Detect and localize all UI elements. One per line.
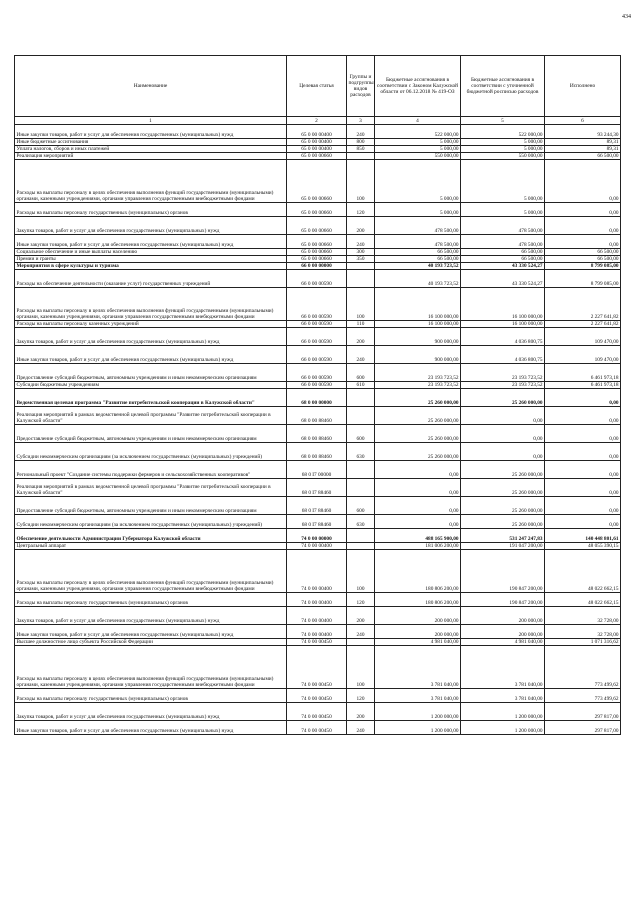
- row-refined-amount: 25 260 000,00: [461, 497, 545, 515]
- column-number-row: [15, 117, 621, 125]
- row-refined-amount: 190 847 200,00: [461, 550, 545, 593]
- table-row: [15, 625, 621, 639]
- row-target-code: 66 0 00 00590: [287, 321, 347, 328]
- row-name: Расходы на выплаты персоналу в целях обеспечения выполнения функций государственными (муниципальными) органами, казенными учреждениями, органами управления государственными внебюджетными фондами: [15, 288, 287, 321]
- row-name: Предоставление субсидий бюджетным, автономным учреждениям и иным некоммерческим организациям: [15, 425, 287, 443]
- row-target-code: 65 0 00 00660: [287, 256, 347, 263]
- row-name: Закупка товаров, работ и услуг для обеспечения государственных (муниципальных) нужд: [15, 607, 287, 625]
- row-approved-amount: 488 165 900,00: [375, 529, 461, 543]
- row-executed-amount: 66 500,00: [545, 256, 621, 263]
- row-target-code: 66 0 00 00590: [287, 270, 347, 288]
- row-refined-amount: 550 000,00: [461, 153, 545, 160]
- row-target-code: 68 0 I7 00000: [287, 461, 347, 479]
- row-expense-group: 120: [347, 689, 375, 703]
- row-name: Иные закупки товаров, работ и услуг для обеспечения государственных (муниципальных) нужд: [15, 125, 287, 139]
- row-refined-amount: 191 047 200,00: [461, 543, 545, 550]
- row-refined-amount: 5 000,00: [461, 203, 545, 217]
- header-code: Целевая статья: [287, 56, 347, 117]
- row-expense-group: 200: [347, 217, 375, 235]
- row-name: Иные закупки товаров, работ и услуг для обеспечения государственных (муниципальных) нужд: [15, 625, 287, 639]
- row-executed-amount: 2 227 641,82: [545, 321, 621, 328]
- row-approved-amount: 200 000,00: [375, 607, 461, 625]
- row-target-code: 66 0 00 00590: [287, 346, 347, 364]
- row-approved-amount: 40 193 723,52: [375, 263, 461, 270]
- row-approved-amount: 900 000,00: [375, 346, 461, 364]
- row-name: Предоставление субсидий бюджетным, автономным учреждениям и иным некоммерческим организациям: [15, 364, 287, 382]
- row-target-code: 74 0 00 00000: [287, 529, 347, 543]
- row-name: Центральный аппарат: [15, 543, 287, 550]
- table-row: [15, 346, 621, 364]
- table-row: [15, 550, 621, 593]
- row-executed-amount: 0,00: [545, 515, 621, 529]
- row-refined-amount: 66 500,00: [461, 256, 545, 263]
- row-expense-group: 850: [347, 146, 375, 153]
- row-target-code: 65 0 00 00400: [287, 146, 347, 153]
- row-approved-amount: 25 260 000,00: [375, 443, 461, 461]
- row-approved-amount: 16 100 000,00: [375, 288, 461, 321]
- table-row: [15, 217, 621, 235]
- row-refined-amount: 0,00: [461, 407, 545, 425]
- row-executed-amount: 8 799 085,00: [545, 270, 621, 288]
- row-refined-amount: 5 000,00: [461, 139, 545, 146]
- row-approved-amount: 1 200 000,00: [375, 703, 461, 721]
- row-expense-group: [347, 263, 375, 270]
- row-executed-amount: 0,00: [545, 479, 621, 497]
- column-number: 3: [347, 117, 375, 125]
- table-row: [15, 607, 621, 625]
- header-refined: Бюджетные ассигнования в соответствии с уточненной бюджетной росписью расходов: [461, 56, 545, 117]
- row-name: Субсидии некоммерческим организациям (за исключением государственных (муниципальных) учреждений): [15, 515, 287, 529]
- row-name: Расходы на выплаты персоналу государственных (муниципальных) органов: [15, 689, 287, 703]
- row-approved-amount: 25 260 000,00: [375, 389, 461, 407]
- row-refined-amount: 522 000,00: [461, 125, 545, 139]
- row-refined-amount: 478 500,00: [461, 235, 545, 249]
- row-refined-amount: 3 781 040,00: [461, 646, 545, 689]
- row-refined-amount: 25 260 000,00: [461, 479, 545, 497]
- header-approved: Бюджетные ассигнования в соответствии с Законом Калужской области от 06.12.2018 № 419-ОЗ: [375, 56, 461, 117]
- table-row: [15, 256, 621, 263]
- row-approved-amount: 5 000,00: [375, 203, 461, 217]
- row-approved-amount: 5 000,00: [375, 139, 461, 146]
- row-executed-amount: 773 499,62: [545, 646, 621, 689]
- row-approved-amount: 23 193 723,52: [375, 364, 461, 382]
- row-executed-amount: 0,00: [545, 389, 621, 407]
- row-target-code: 66 0 00 00590: [287, 288, 347, 321]
- row-refined-amount: 16 100 000,00: [461, 321, 545, 328]
- row-refined-amount: 23 193 723,52: [461, 364, 545, 382]
- row-expense-group: 350: [347, 256, 375, 263]
- row-executed-amount: 48 022 662,15: [545, 593, 621, 607]
- row-target-code: 66 0 00 00590: [287, 382, 347, 389]
- column-number: 1: [15, 117, 287, 125]
- row-approved-amount: 550 000,00: [375, 153, 461, 160]
- row-executed-amount: 773 499,62: [545, 689, 621, 703]
- table-row: [15, 529, 621, 543]
- table-row: [15, 125, 621, 139]
- row-refined-amount: 1 200 000,00: [461, 721, 545, 735]
- row-expense-group: 200: [347, 328, 375, 346]
- row-refined-amount: 190 847 200,00: [461, 593, 545, 607]
- row-name: Реализация мероприятий: [15, 153, 287, 160]
- row-executed-amount: 89,31: [545, 146, 621, 153]
- row-name: Реализация мероприятий в рамках ведомственной целевой программы "Развитие потребительской кооперации в Калужской области": [15, 479, 287, 497]
- row-expense-group: 240: [347, 125, 375, 139]
- row-name: Расходы на выплаты персоналу в целях обеспечения выполнения функций государственными (муниципальными) органами, казенными учреждениями, органами управления государственными внебюджетными фондами: [15, 646, 287, 689]
- row-expense-group: [347, 461, 375, 479]
- row-executed-amount: 297 817,00: [545, 721, 621, 735]
- row-name: Субсидии бюджетным учреждениям: [15, 382, 287, 389]
- row-name: Закупка товаров, работ и услуг для обеспечения государственных (муниципальных) нужд: [15, 328, 287, 346]
- header-group: Группы и подгруппы видов расходов: [347, 56, 375, 117]
- row-approved-amount: 0,00: [375, 461, 461, 479]
- row-target-code: 74 0 00 00450: [287, 689, 347, 703]
- row-executed-amount: 2 227 641,82: [545, 288, 621, 321]
- row-target-code: 74 0 00 00450: [287, 646, 347, 689]
- row-name: Иные бюджетные ассигнования: [15, 139, 287, 146]
- row-approved-amount: 478 500,00: [375, 235, 461, 249]
- row-refined-amount: 1 200 000,00: [461, 703, 545, 721]
- row-expense-group: 610: [347, 382, 375, 389]
- row-target-code: 65 0 00 00400: [287, 139, 347, 146]
- row-target-code: 68 0 00 88460: [287, 407, 347, 425]
- row-target-code: 74 0 00 00450: [287, 639, 347, 646]
- row-name: Социальное обеспечение и иные выплаты населению: [15, 249, 287, 256]
- row-executed-amount: 48 055 390,15: [545, 543, 621, 550]
- row-refined-amount: 3 781 040,00: [461, 689, 545, 703]
- row-expense-group: 600: [347, 364, 375, 382]
- row-executed-amount: 32 728,00: [545, 607, 621, 625]
- row-approved-amount: 3 781 040,00: [375, 689, 461, 703]
- table-row: [15, 593, 621, 607]
- row-expense-group: [347, 153, 375, 160]
- row-refined-amount: 5 000,00: [461, 160, 545, 203]
- row-name: Расходы на выплаты персоналу казенных учреждений: [15, 321, 287, 328]
- row-expense-group: [347, 639, 375, 646]
- row-approved-amount: 4 981 040,00: [375, 639, 461, 646]
- row-target-code: 68 0 00 88460: [287, 443, 347, 461]
- column-number: 6: [545, 117, 621, 125]
- row-expense-group: 100: [347, 288, 375, 321]
- table-row: [15, 497, 621, 515]
- row-approved-amount: 180 806 200,00: [375, 593, 461, 607]
- row-executed-amount: 140 448 801,61: [545, 529, 621, 543]
- row-expense-group: [347, 389, 375, 407]
- row-expense-group: 630: [347, 515, 375, 529]
- row-target-code: 65 0 00 00660: [287, 203, 347, 217]
- row-name: Обеспечение деятельности Администрации Губернатора Калужской области: [15, 529, 287, 543]
- row-approved-amount: 25 260 000,00: [375, 425, 461, 443]
- row-approved-amount: 16 100 000,00: [375, 321, 461, 328]
- row-expense-group: 240: [347, 721, 375, 735]
- row-expense-group: 800: [347, 139, 375, 146]
- table-row: [15, 382, 621, 389]
- row-name: Предоставление субсидий бюджетным, автономным учреждениям и иным некоммерческим организациям: [15, 497, 287, 515]
- table-row: [15, 443, 621, 461]
- page-number: 434: [622, 14, 631, 20]
- row-expense-group: [347, 270, 375, 288]
- row-target-code: 68 0 I7 88460: [287, 479, 347, 497]
- budget-table: [14, 55, 621, 735]
- row-target-code: 66 0 00 00590: [287, 364, 347, 382]
- table-row: [15, 249, 621, 256]
- row-target-code: 65 0 00 00660: [287, 217, 347, 235]
- table-row: [15, 364, 621, 382]
- row-refined-amount: 25 260 000,00: [461, 461, 545, 479]
- row-target-code: 65 0 00 00660: [287, 249, 347, 256]
- table-row: [15, 263, 621, 270]
- row-executed-amount: 0,00: [545, 235, 621, 249]
- table-row: [15, 203, 621, 217]
- column-number: 2: [287, 117, 347, 125]
- row-refined-amount: 16 100 000,00: [461, 288, 545, 321]
- row-approved-amount: 0,00: [375, 497, 461, 515]
- row-refined-amount: 25 260 000,00: [461, 515, 545, 529]
- row-name: Расходы на выплаты персоналу государственных (муниципальных) органов: [15, 593, 287, 607]
- table-row: [15, 479, 621, 497]
- table-row: [15, 389, 621, 407]
- row-refined-amount: 25 260 000,00: [461, 389, 545, 407]
- row-expense-group: 100: [347, 550, 375, 593]
- row-name: Закупка товаров, работ и услуг для обеспечения государственных (муниципальных) нужд: [15, 703, 287, 721]
- row-executed-amount: 6 461 973,18: [545, 382, 621, 389]
- table-row: [15, 328, 621, 346]
- row-target-code: 74 0 00 00400: [287, 593, 347, 607]
- row-expense-group: [347, 479, 375, 497]
- row-name: Расходы на выплаты персоналу в целях обеспечения выполнения функций государственными (муниципальными) органами, казенными учреждениями, органами управления государственными внебюджетными фондами: [15, 160, 287, 203]
- row-name: Региональный проект "Создание системы поддержки фермеров и сельскохозяйственных кооперативов": [15, 461, 287, 479]
- row-target-code: 65 0 00 00660: [287, 235, 347, 249]
- row-executed-amount: 6 461 973,18: [545, 364, 621, 382]
- row-expense-group: 100: [347, 160, 375, 203]
- table-row: [15, 146, 621, 153]
- row-refined-amount: 478 500,00: [461, 217, 545, 235]
- row-approved-amount: 66 500,00: [375, 249, 461, 256]
- row-refined-amount: 66 500,00: [461, 249, 545, 256]
- row-expense-group: 240: [347, 235, 375, 249]
- column-number: 5: [461, 117, 545, 125]
- header-name: Наименование: [15, 56, 287, 117]
- row-executed-amount: 8 799 085,00: [545, 263, 621, 270]
- row-refined-amount: 4 981 040,00: [461, 639, 545, 646]
- row-approved-amount: 478 500,00: [375, 217, 461, 235]
- table-body: [15, 125, 621, 735]
- row-name: Реализация мероприятий в рамках ведомственной целевой программы "Развитие потребительской кооперации в Калужской области": [15, 407, 287, 425]
- row-refined-amount: 200 000,00: [461, 607, 545, 625]
- row-executed-amount: 109 470,00: [545, 328, 621, 346]
- row-executed-amount: 109 470,00: [545, 346, 621, 364]
- row-executed-amount: 0,00: [545, 497, 621, 515]
- row-approved-amount: 25 260 000,00: [375, 407, 461, 425]
- row-executed-amount: 66 500,00: [545, 153, 621, 160]
- row-refined-amount: 43 330 524,27: [461, 270, 545, 288]
- row-executed-amount: 66 500,00: [545, 249, 621, 256]
- row-name: Ведомственная целевая программа "Развитие потребительской кооперации в Калужской области": [15, 389, 287, 407]
- row-approved-amount: 66 500,00: [375, 256, 461, 263]
- table-row: [15, 235, 621, 249]
- row-expense-group: 630: [347, 443, 375, 461]
- row-executed-amount: 0,00: [545, 203, 621, 217]
- row-approved-amount: 180 806 200,00: [375, 550, 461, 593]
- row-target-code: 68 0 I7 88460: [287, 497, 347, 515]
- row-name: Премии и гранты: [15, 256, 287, 263]
- table-row: [15, 689, 621, 703]
- row-executed-amount: 0,00: [545, 160, 621, 203]
- row-target-code: 74 0 00 00400: [287, 543, 347, 550]
- row-expense-group: [347, 407, 375, 425]
- row-executed-amount: 0,00: [545, 461, 621, 479]
- row-approved-amount: 23 193 723,52: [375, 382, 461, 389]
- table-row: [15, 646, 621, 689]
- row-approved-amount: 3 781 040,00: [375, 646, 461, 689]
- table-row: [15, 721, 621, 735]
- table-row: [15, 288, 621, 321]
- row-name: Мероприятия в сфере культуры и туризма: [15, 263, 287, 270]
- row-target-code: 74 0 00 00400: [287, 625, 347, 639]
- row-expense-group: 600: [347, 497, 375, 515]
- table-row: [15, 407, 621, 425]
- row-executed-amount: 1 071 316,62: [545, 639, 621, 646]
- row-target-code: 68 0 I7 88460: [287, 515, 347, 529]
- row-name: Иные закупки товаров, работ и услуг для обеспечения государственных (муниципальных) нужд: [15, 235, 287, 249]
- row-refined-amount: 200 000,00: [461, 625, 545, 639]
- row-approved-amount: 5 000,00: [375, 160, 461, 203]
- row-refined-amount: 0,00: [461, 443, 545, 461]
- row-approved-amount: 0,00: [375, 479, 461, 497]
- row-target-code: 68 0 00 88460: [287, 425, 347, 443]
- table-row: [15, 639, 621, 646]
- header-executed: Исполнено: [545, 56, 621, 117]
- row-expense-group: 240: [347, 346, 375, 364]
- row-target-code: 65 0 00 00400: [287, 125, 347, 139]
- row-approved-amount: 40 193 723,52: [375, 270, 461, 288]
- row-executed-amount: 0,00: [545, 425, 621, 443]
- row-expense-group: 240: [347, 625, 375, 639]
- row-target-code: 74 0 00 00400: [287, 607, 347, 625]
- row-target-code: 74 0 00 00400: [287, 550, 347, 593]
- table-row: [15, 139, 621, 146]
- row-executed-amount: 48 022 662,15: [545, 550, 621, 593]
- row-target-code: 65 0 00 00660: [287, 153, 347, 160]
- table-row: [15, 153, 621, 160]
- table-row: [15, 160, 621, 203]
- table-row: [15, 543, 621, 550]
- row-expense-group: 600: [347, 425, 375, 443]
- table-row: [15, 515, 621, 529]
- row-executed-amount: 0,00: [545, 443, 621, 461]
- row-expense-group: 100: [347, 646, 375, 689]
- row-refined-amount: 43 330 524,27: [461, 263, 545, 270]
- row-refined-amount: 23 193 723,52: [461, 382, 545, 389]
- row-target-code: 66 0 00 00590: [287, 328, 347, 346]
- row-expense-group: 300: [347, 249, 375, 256]
- row-target-code: 66 0 00 00000: [287, 263, 347, 270]
- row-approved-amount: 200 000,00: [375, 625, 461, 639]
- row-approved-amount: 5 000,00: [375, 146, 461, 153]
- row-executed-amount: 297 817,00: [545, 703, 621, 721]
- row-approved-amount: 181 006 200,00: [375, 543, 461, 550]
- row-refined-amount: 4 036 800,75: [461, 346, 545, 364]
- row-approved-amount: 522 000,00: [375, 125, 461, 139]
- table-row: [15, 321, 621, 328]
- row-refined-amount: 531 247 247,83: [461, 529, 545, 543]
- row-name: Иные закупки товаров, работ и услуг для обеспечения государственных (муниципальных) нужд: [15, 721, 287, 735]
- row-target-code: 74 0 00 00450: [287, 721, 347, 735]
- row-target-code: 65 0 00 00660: [287, 160, 347, 203]
- row-target-code: 74 0 00 00450: [287, 703, 347, 721]
- row-expense-group: 200: [347, 607, 375, 625]
- row-refined-amount: 5 000,00: [461, 146, 545, 153]
- table-row: [15, 425, 621, 443]
- row-expense-group: [347, 529, 375, 543]
- row-expense-group: [347, 543, 375, 550]
- header-row: [15, 56, 621, 117]
- row-approved-amount: 900 000,00: [375, 328, 461, 346]
- row-target-code: 68 0 00 00000: [287, 389, 347, 407]
- row-name: Расходы на выплаты персоналу в целях обеспечения выполнения функций государственными (муниципальными) органами, казенными учреждениями, органами управления государственными внебюджетными фондами: [15, 550, 287, 593]
- row-name: Расходы на выплаты персоналу государственных (муниципальных) органов: [15, 203, 287, 217]
- row-refined-amount: 0,00: [461, 425, 545, 443]
- row-expense-group: 120: [347, 203, 375, 217]
- row-expense-group: 120: [347, 593, 375, 607]
- row-name: Иные закупки товаров, работ и услуг для обеспечения государственных (муниципальных) нужд: [15, 346, 287, 364]
- table-row: [15, 703, 621, 721]
- row-approved-amount: 1 200 000,00: [375, 721, 461, 735]
- row-refined-amount: 4 036 800,75: [461, 328, 545, 346]
- table-row: [15, 270, 621, 288]
- row-expense-group: 200: [347, 703, 375, 721]
- table-row: [15, 461, 621, 479]
- row-executed-amount: 0,00: [545, 217, 621, 235]
- row-name: Уплата налогов, сборов и иных платежей: [15, 146, 287, 153]
- row-executed-amount: 89,31: [545, 139, 621, 146]
- row-executed-amount: 32 728,00: [545, 625, 621, 639]
- row-expense-group: 110: [347, 321, 375, 328]
- row-approved-amount: 0,00: [375, 515, 461, 529]
- row-name: Закупка товаров, работ и услуг для обеспечения государственных (муниципальных) нужд: [15, 217, 287, 235]
- row-name: Высшее должностное лицо субъекта Российской Федерации: [15, 639, 287, 646]
- row-name: Расходы на обеспечение деятельности (оказание услуг) государственных учреждений: [15, 270, 287, 288]
- row-executed-amount: 0,00: [545, 407, 621, 425]
- row-name: Субсидии некоммерческим организациям (за исключением государственных (муниципальных) учреждений): [15, 443, 287, 461]
- row-executed-amount: 93 244,30: [545, 125, 621, 139]
- column-number: 4: [375, 117, 461, 125]
